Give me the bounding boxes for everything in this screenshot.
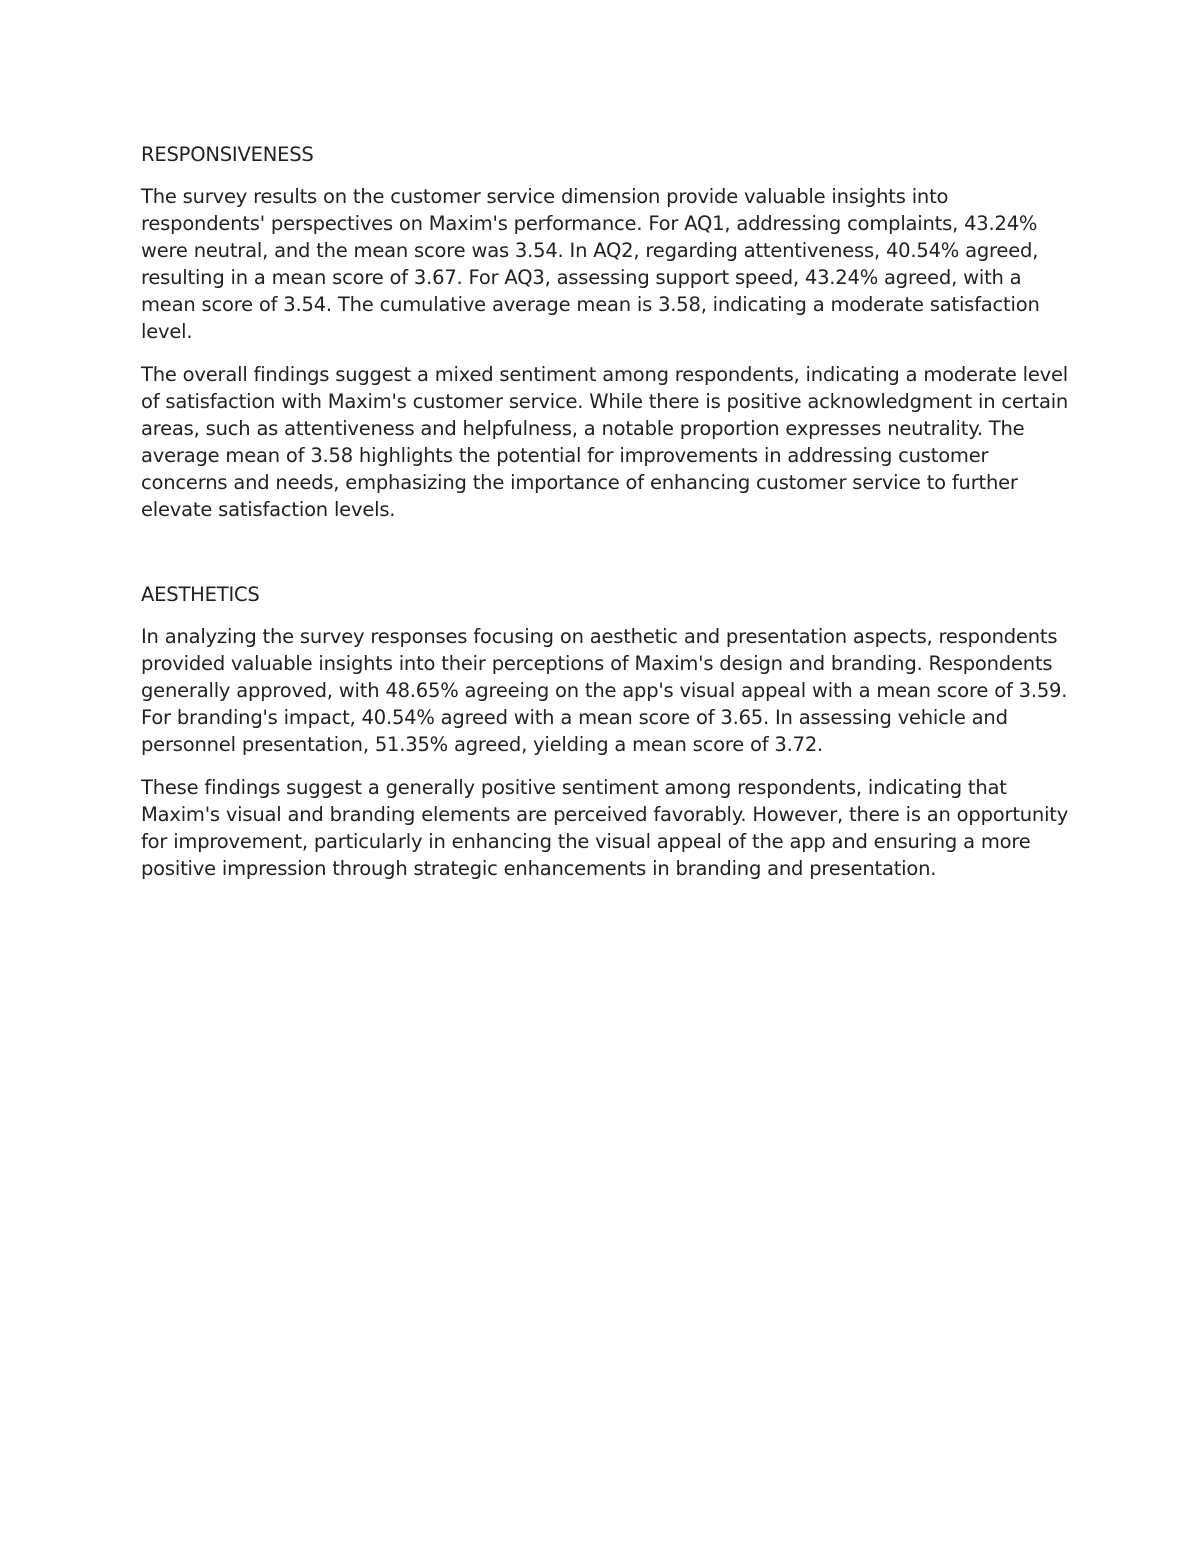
section-heading-aesthetics: AESTHETICS	[141, 583, 260, 606]
paragraph-aesthetics-findings: These findings suggest a generally positive sentiment among respondents, indicating that Maxim's visual and branding elements are perceived favorably. However, there is an opportunity for improvement, particularly in enhancing the visual appeal of the app and ensuring a more positive impression through strategic enhancements in branding and presentation.	[141, 776, 1069, 880]
document-page	[141, 141, 1071, 898]
section-heading-responsiveness: RESPONSIVENESS	[141, 143, 314, 166]
paragraph-aesthetics-results: In analyzing the survey responses focusing on aesthetic and presentation aspects, respondents provided valuable insights into their perceptions of Maxim's design and branding. Respondents generally approved, with 48.65% agreeing on the app's visual appeal with a mean score of 3.59. For branding's impact, 40.54% agreed with a mean score of 3.65. In assessing vehicle and personnel presentation, 51.35% agreed, yielding a mean score of 3.72.	[141, 625, 1068, 756]
paragraph-responsiveness-findings: The overall findings suggest a mixed sentiment among respondents, indicating a moderate level of satisfaction with Maxim's customer service. While there is positive acknowledgment in certain areas, such as attentiveness and helpfulness, a notable proportion expresses neutrality. The average mean of 3.58 highlights the potential for improvements in addressing customer concerns and needs, emphasizing the importance of enhancing customer service to further elevate satisfaction levels.	[141, 363, 1069, 521]
section-responsiveness	[141, 141, 1071, 523]
paragraph-responsiveness-results: The survey results on the customer service dimension provide valuable insights into respondents' perspectives on Maxim's performance. For AQ1, addressing complaints, 43.24% were neutral, and the mean score was 3.54. In AQ2, regarding attentiveness, 40.54% agreed, resulting in a mean score of 3.67. For AQ3, assessing support speed, 43.24% agreed, with a mean score of 3.54. The cumulative average mean is 3.58, indicating a moderate satisfaction level.	[141, 185, 1040, 343]
section-aesthetics	[141, 581, 1071, 882]
section-spacer	[141, 539, 1071, 581]
